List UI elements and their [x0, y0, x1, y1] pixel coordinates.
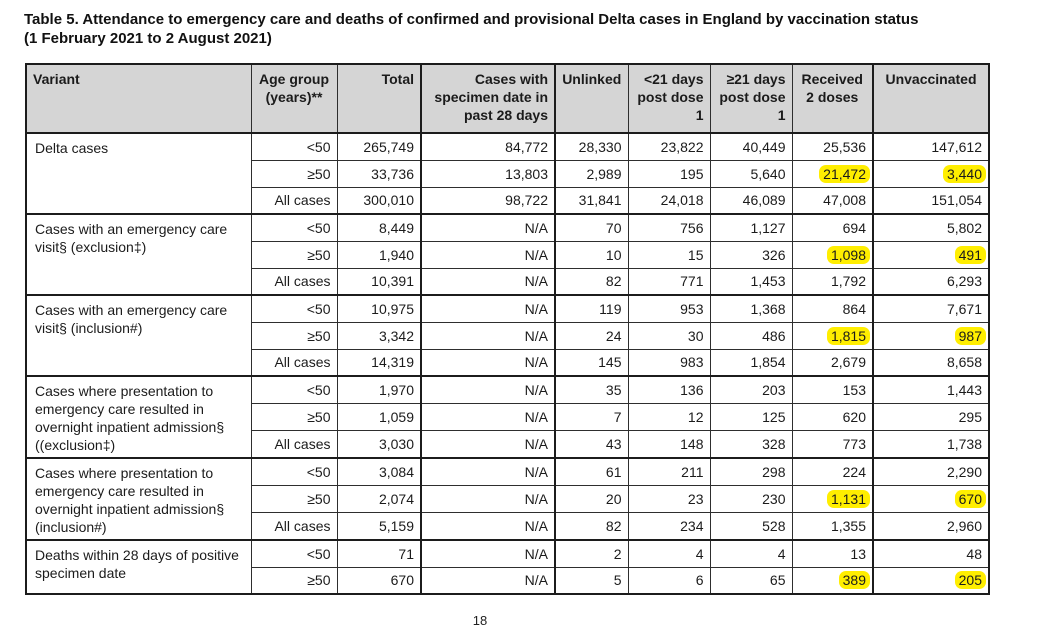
value-cell: 24,018 [628, 187, 710, 214]
value-cell: 2,989 [555, 160, 628, 187]
value-cell: 48 [873, 540, 989, 567]
value-cell: N/A [421, 458, 555, 485]
age-group-cell: All cases [251, 431, 337, 458]
value-cell: 5,640 [710, 160, 792, 187]
value-cell: 46,089 [710, 187, 792, 214]
value-cell: 145 [555, 349, 628, 376]
value-cell: 20 [555, 485, 628, 512]
page-number: 18 [472, 613, 488, 625]
table-row [26, 540, 989, 567]
value-cell: 8,449 [337, 214, 421, 241]
value-cell: 12 [628, 403, 710, 430]
value-cell: 295 [873, 403, 989, 430]
age-group-cell: ≥50 [251, 485, 337, 512]
age-group-cell: All cases [251, 268, 337, 295]
value-cell: 1,940 [337, 241, 421, 268]
value-cell: 153 [792, 376, 873, 403]
column-header: Received 2 doses [792, 64, 873, 133]
value-cell [792, 567, 873, 594]
value-cell: 13 [792, 540, 873, 567]
value-cell: N/A [421, 295, 555, 322]
value-cell: 1,738 [873, 431, 989, 458]
value-cell: 15 [628, 241, 710, 268]
value-cell: N/A [421, 349, 555, 376]
value-cell: 1,368 [710, 295, 792, 322]
value-cell: 10,975 [337, 295, 421, 322]
table-row [26, 295, 989, 322]
variant-label: Deaths within 28 days of positive specimen date [26, 540, 251, 594]
table-title-line2: (1 February 2021 to 2 August 2021) [24, 30, 272, 47]
value-cell: 1,127 [710, 214, 792, 241]
value-cell: 1,970 [337, 376, 421, 403]
value-cell: 7 [555, 403, 628, 430]
value-cell: 1,443 [873, 376, 989, 403]
value-cell: 151,054 [873, 187, 989, 214]
age-group-cell: All cases [251, 187, 337, 214]
value-cell: 771 [628, 268, 710, 295]
value-cell: 4 [710, 540, 792, 567]
value-cell: 670 [337, 567, 421, 594]
value-cell: 5,802 [873, 214, 989, 241]
value-cell: 6,293 [873, 268, 989, 295]
value-cell [873, 241, 989, 268]
value-cell: 864 [792, 295, 873, 322]
age-group-cell: <50 [251, 214, 337, 241]
value-cell: 756 [628, 214, 710, 241]
value-cell: 10 [555, 241, 628, 268]
value-cell: 5 [555, 567, 628, 594]
value-cell: N/A [421, 241, 555, 268]
value-cell: 773 [792, 431, 873, 458]
value-cell: 30 [628, 322, 710, 349]
value-cell: N/A [421, 214, 555, 241]
column-header: Age group (years)** [251, 64, 337, 133]
value-cell: 953 [628, 295, 710, 322]
header-row [26, 64, 989, 133]
value-cell: 4 [628, 540, 710, 567]
age-group-cell: All cases [251, 513, 337, 540]
value-cell: 148 [628, 431, 710, 458]
value-cell [792, 322, 873, 349]
value-cell: 136 [628, 376, 710, 403]
value-cell: 3,342 [337, 322, 421, 349]
value-cell: 6 [628, 567, 710, 594]
value-cell: 203 [710, 376, 792, 403]
value-cell: 620 [792, 403, 873, 430]
value-cell: 234 [628, 513, 710, 540]
value-cell: 40,449 [710, 133, 792, 160]
variant-label: Cases with an emergency care visit§ (exclusion‡) [26, 214, 251, 295]
value-cell: 265,749 [337, 133, 421, 160]
column-header: Variant [26, 64, 251, 133]
value-cell: 84,772 [421, 133, 555, 160]
age-group-cell: ≥50 [251, 160, 337, 187]
value-cell [792, 485, 873, 512]
value-cell: 328 [710, 431, 792, 458]
highlighted-value: 1,098 [827, 246, 870, 264]
value-cell: 35 [555, 376, 628, 403]
age-group-cell: <50 [251, 540, 337, 567]
value-cell: 1,355 [792, 513, 873, 540]
value-cell: 13,803 [421, 160, 555, 187]
value-cell: N/A [421, 513, 555, 540]
value-cell: 119 [555, 295, 628, 322]
highlighted-value: 987 [955, 327, 986, 345]
value-cell: 2,960 [873, 513, 989, 540]
value-cell: 486 [710, 322, 792, 349]
column-header: Unlinked [555, 64, 628, 133]
value-cell [792, 241, 873, 268]
highlighted-value: 491 [955, 246, 986, 264]
table-row [26, 458, 989, 485]
value-cell: 43 [555, 431, 628, 458]
value-cell: 65 [710, 567, 792, 594]
value-cell: 33,736 [337, 160, 421, 187]
value-cell: 5,159 [337, 513, 421, 540]
variant-label: Cases where presentation to emergency care resulted in overnight inpatient admission§ (inclusion#) [26, 458, 251, 540]
value-cell: 3,084 [337, 458, 421, 485]
highlighted-value: 1,815 [827, 327, 870, 345]
value-cell: 224 [792, 458, 873, 485]
highlighted-value: 3,440 [943, 165, 986, 183]
value-cell: 694 [792, 214, 873, 241]
value-cell: 25,536 [792, 133, 873, 160]
value-cell: 71 [337, 540, 421, 567]
value-cell: 10,391 [337, 268, 421, 295]
value-cell: N/A [421, 540, 555, 567]
value-cell: 23,822 [628, 133, 710, 160]
value-cell: 2,290 [873, 458, 989, 485]
value-cell: 2 [555, 540, 628, 567]
column-header: <21 days post dose 1 [628, 64, 710, 133]
value-cell: 8,658 [873, 349, 989, 376]
value-cell: 1,453 [710, 268, 792, 295]
age-group-cell: All cases [251, 349, 337, 376]
highlighted-value: 1,131 [827, 490, 870, 508]
highlighted-value: 21,472 [819, 165, 870, 183]
table-row [26, 133, 989, 160]
value-cell: 28,330 [555, 133, 628, 160]
value-cell: N/A [421, 376, 555, 403]
column-header: Total [337, 64, 421, 133]
column-header: Unvaccinated [873, 64, 989, 133]
age-group-cell: ≥50 [251, 403, 337, 430]
table-row [26, 214, 989, 241]
value-cell: N/A [421, 567, 555, 594]
value-cell: 3,030 [337, 431, 421, 458]
highlighted-value: 670 [955, 490, 986, 508]
variant-label: Delta cases [26, 133, 251, 214]
value-cell: 125 [710, 403, 792, 430]
table-title [24, 10, 1024, 48]
highlighted-value: 389 [839, 571, 870, 589]
value-cell: 211 [628, 458, 710, 485]
value-cell: 300,010 [337, 187, 421, 214]
value-cell: 47,008 [792, 187, 873, 214]
value-cell: 70 [555, 214, 628, 241]
age-group-cell: ≥50 [251, 241, 337, 268]
value-cell: 82 [555, 268, 628, 295]
value-cell: 1,792 [792, 268, 873, 295]
highlighted-value: 205 [955, 571, 986, 589]
value-cell: N/A [421, 268, 555, 295]
value-cell: 7,671 [873, 295, 989, 322]
value-cell [873, 322, 989, 349]
value-cell: 1,059 [337, 403, 421, 430]
table-title-line1: Table 5. Attendance to emergency care and deaths of confirmed and provisional Delta cases in England by vaccination status [24, 11, 919, 28]
value-cell: 2,679 [792, 349, 873, 376]
value-cell [873, 485, 989, 512]
value-cell: N/A [421, 322, 555, 349]
age-group-cell: <50 [251, 376, 337, 403]
age-group-cell: <50 [251, 133, 337, 160]
variant-label: Cases with an emergency care visit§ (inclusion#) [26, 295, 251, 376]
value-cell: 2,074 [337, 485, 421, 512]
value-cell [792, 160, 873, 187]
value-cell: 24 [555, 322, 628, 349]
value-cell: 1,854 [710, 349, 792, 376]
value-cell: 147,612 [873, 133, 989, 160]
value-cell [873, 567, 989, 594]
value-cell: N/A [421, 431, 555, 458]
table-container [25, 63, 990, 595]
value-cell [873, 160, 989, 187]
value-cell: 983 [628, 349, 710, 376]
value-cell: 82 [555, 513, 628, 540]
age-group-cell: <50 [251, 295, 337, 322]
value-cell: 98,722 [421, 187, 555, 214]
column-header: ≥21 days post dose 1 [710, 64, 792, 133]
value-cell: 23 [628, 485, 710, 512]
variant-label: Cases where presentation to emergency care resulted in overnight inpatient admission§ ((exclusion‡) [26, 376, 251, 458]
age-group-cell: ≥50 [251, 567, 337, 594]
column-header: Cases with specimen date in past 28 days [421, 64, 555, 133]
data-table [25, 63, 990, 595]
value-cell: 61 [555, 458, 628, 485]
value-cell: 230 [710, 485, 792, 512]
value-cell: 31,841 [555, 187, 628, 214]
value-cell: 195 [628, 160, 710, 187]
age-group-cell: ≥50 [251, 322, 337, 349]
value-cell: 528 [710, 513, 792, 540]
value-cell: 298 [710, 458, 792, 485]
table-row [26, 376, 989, 403]
value-cell: N/A [421, 403, 555, 430]
value-cell: 14,319 [337, 349, 421, 376]
age-group-cell: <50 [251, 458, 337, 485]
value-cell: N/A [421, 485, 555, 512]
value-cell: 326 [710, 241, 792, 268]
